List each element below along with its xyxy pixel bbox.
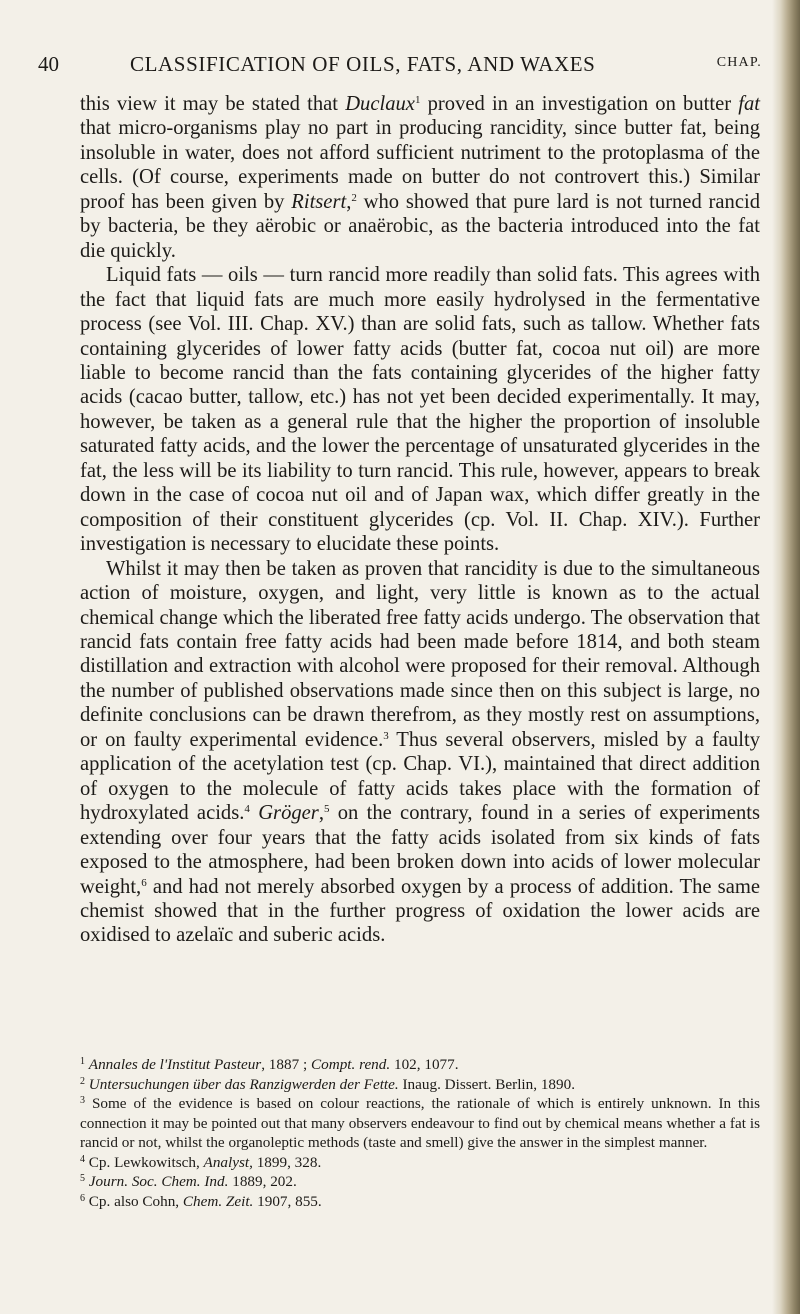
footnote-ref: 5 — [323, 803, 330, 816]
text-run: 102, 1077. — [390, 1056, 459, 1073]
footnote-mark: 6 — [80, 1192, 85, 1204]
citation-title: Analyst — [203, 1153, 250, 1171]
running-title: CLASSIFICATION OF OILS, FATS, AND WAXES — [130, 52, 596, 76]
text-run: on the contrary, found in a series of experiments extending over four years that the fatty acids isolated from six kinds of fats exposed to the atmosphere, had been broken down into acids of lower molecular weight, — [80, 802, 760, 898]
text-run: 1889, 202. — [228, 1173, 297, 1190]
footnote-3 — [80, 1094, 760, 1153]
chapter-label: CHAP. — [716, 55, 762, 70]
text-run: Cp. also Cohn, — [88, 1192, 183, 1210]
footnote-1 — [80, 1055, 760, 1075]
text-run: and had not merely absorbed oxygen by a process of addition. The same chemist showed that in the further progress of oxidation the lower acids are oxidised to azelaïc and suberic acids. — [80, 875, 760, 947]
text-run: Inaug. Dissert. Berlin, 1890. — [398, 1075, 576, 1093]
citation-title: Journ. Soc. Chem. Ind. — [88, 1173, 229, 1190]
paragraph-3: Whilst it may then be taken as proven that rancidity is due to the simultaneous action of moisture, oxygen, and light, very little is known as to the actual chemical change which the liberated free fatty acids undergo. The observation that rancid fats contain free fatty acids had been made before 1814, and both steam distillation and extraction with alcohol were proposed for their removal. Although the number of published observations made since then on this subject is large, no definite conclusions can be drawn therefrom, as they mostly rest on assumptions, or on faulty experimental evidence.$^3$ Thus several observers, misled by a faulty application of the acetylation test (cp. Chap. VI.), maintained that direct addition of oxygen to the molecule of fatty acids takes place with the formation of hydroxylated acids.$^4$ Gröger,$^5$ on the contrary, found in a series of experiments extending over four years that the fatty acids isolated from six kinds of fats exposed to the atmosphere, had been broken down into acids of lower molecular weight,$^6$ and had not merely absorbed oxygen by a process of addition. The same chemist showed that in the further progress of oxidation the lower acids are oxidised to azelaïc and suberic acids. — [80, 557, 760, 947]
text-run: proved in an investigation on butter — [420, 93, 739, 115]
footnote-mark: 5 — [80, 1173, 85, 1184]
author-name: Ritsert — [291, 190, 347, 213]
footnote-mark: 2 — [80, 1075, 85, 1087]
text-run: this view it may be stated that — [80, 93, 346, 115]
text-run: who showed that pure lard is not turned rancid by bacteria, be they aërobic or anaërobic, as the bacteria introduced into the fat die quickly. — [80, 190, 760, 262]
footnote-5 — [80, 1172, 760, 1192]
author-name: Gröger — [258, 802, 319, 825]
text-run: , 1887 ; — [261, 1056, 311, 1073]
page-edge-shadow — [772, 0, 800, 1314]
author-name: Duclaux — [345, 93, 415, 115]
text-run: , 1899, 328. — [249, 1153, 322, 1171]
footnote-mark: 4 — [80, 1153, 85, 1165]
footnote-ref: 6 — [141, 876, 147, 889]
footnote-mark: 3 — [80, 1095, 85, 1106]
citation-title: Annales de l'Institut Pasteur — [88, 1056, 262, 1073]
text-run: that micro-organisms play no part in producing rancidity, since butter fat, being insoluble in water, does not afford sufficient nutriment to the protoplasma of the cells. (Of course, experiments made on butter do not controvert this.) Similar proof has been given by — [80, 117, 760, 213]
running-header — [38, 50, 768, 80]
paragraph-1: this view it may be stated that Duclaux$^1$ proved in an investigation on butter fat that micro-organisms play no part in producing rancidity, since butter fat, being insoluble in water, does not afford sufficient nutriment to the protoplasma of the cells. (Of course, experiments made on butter do not controvert this.) Similar proof has been given by Ritsert,$^2$ who showed that pure lard is not turned rancid by bacteria, be they aërobic or anaërobic, as the bacteria introduced into the fat die quickly. — [80, 93, 761, 262]
footnote-ref: 1 — [414, 94, 421, 106]
page-number: 40 — [38, 52, 59, 76]
footnote-ref: 4 — [244, 803, 250, 816]
footnotes — [80, 1055, 760, 1211]
citation-title: Untersuchungen über das Ranzigwerden der Fette. — [88, 1075, 399, 1093]
citation-title: Compt. rend. — [311, 1056, 391, 1073]
footnote-2 — [80, 1075, 760, 1095]
text-run: 1907, 855. — [253, 1192, 322, 1210]
italic-word: fat — [738, 93, 761, 115]
text-run: Whilst it may then be taken as proven that rancidity is due to the simultaneous action of moisture, oxygen, and light, very little is known as to the actual chemical change which the liberated free fatty acids undergo. The observation that rancid fats contain free fatty acids had been made before 1814, and both steam distillation and extraction with alcohol were proposed for their removal. Although the number of published observations made since then on this subject is large, no definite conclusions can be drawn therefrom, as they mostly rest on assumptions, or on faulty experimental evidence. — [80, 557, 760, 751]
text-run: Thus several observers, misled by a faulty application of the acetylation test (cp. Chap. VI.), maintained that direct addition of oxygen to the molecule of fatty acids takes place with the formation of hydroxylated acids. — [80, 728, 760, 825]
footnote-ref: 3 — [383, 729, 389, 742]
text-run: Some of the evidence is based on colour reactions, the rationale of which is entirely unknown. In this connection it may be pointed out that many observers endeavour to find out by chemical means whether a fat is rancid or not, whilst the organoleptic methods (taste and smell) give the answer in the simplest manner. — [80, 1095, 760, 1151]
citation-title: Chem. Zeit. — [182, 1192, 254, 1210]
footnote-4 — [80, 1153, 760, 1173]
paragraph-2: Liquid fats — oils — turn rancid more readily than solid fats. This agrees with the fact that liquid fats are much more easily hydrolysed in the fermentative process (see Vol. III. Chap. XV.) than are solid fats, such as tallow. Whether fats containing glycerides of lower fatty acids (butter fat, cocoa nut oil) are more liable to become rancid than the fats containing glycerides of the higher fatty acids (cacao butter, tallow, etc.) has not yet been decided experimentally. It may, however, be taken as a general rule that the higher the proportion of insoluble saturated fatty acids, and the lower the percentage of unsaturated glycerides in the fat, the less will be its liability to turn rancid. This rule, however, appears to break down in the case of cocoa nut oil and of Japan wax, which differ greatly in the composition of their constituent glycerides (cp. Vol. II. Chap. XIV.). Further investigation is necessary to elucidate these points. — [80, 264, 760, 556]
text-run: Cp. Lewkowitsch, — [88, 1153, 204, 1171]
text-run — [250, 802, 258, 824]
footnote-mark: 1 — [80, 1056, 85, 1067]
footnote-ref: 2 — [351, 191, 357, 204]
footnote-6 — [80, 1192, 760, 1212]
body-text — [80, 92, 760, 948]
